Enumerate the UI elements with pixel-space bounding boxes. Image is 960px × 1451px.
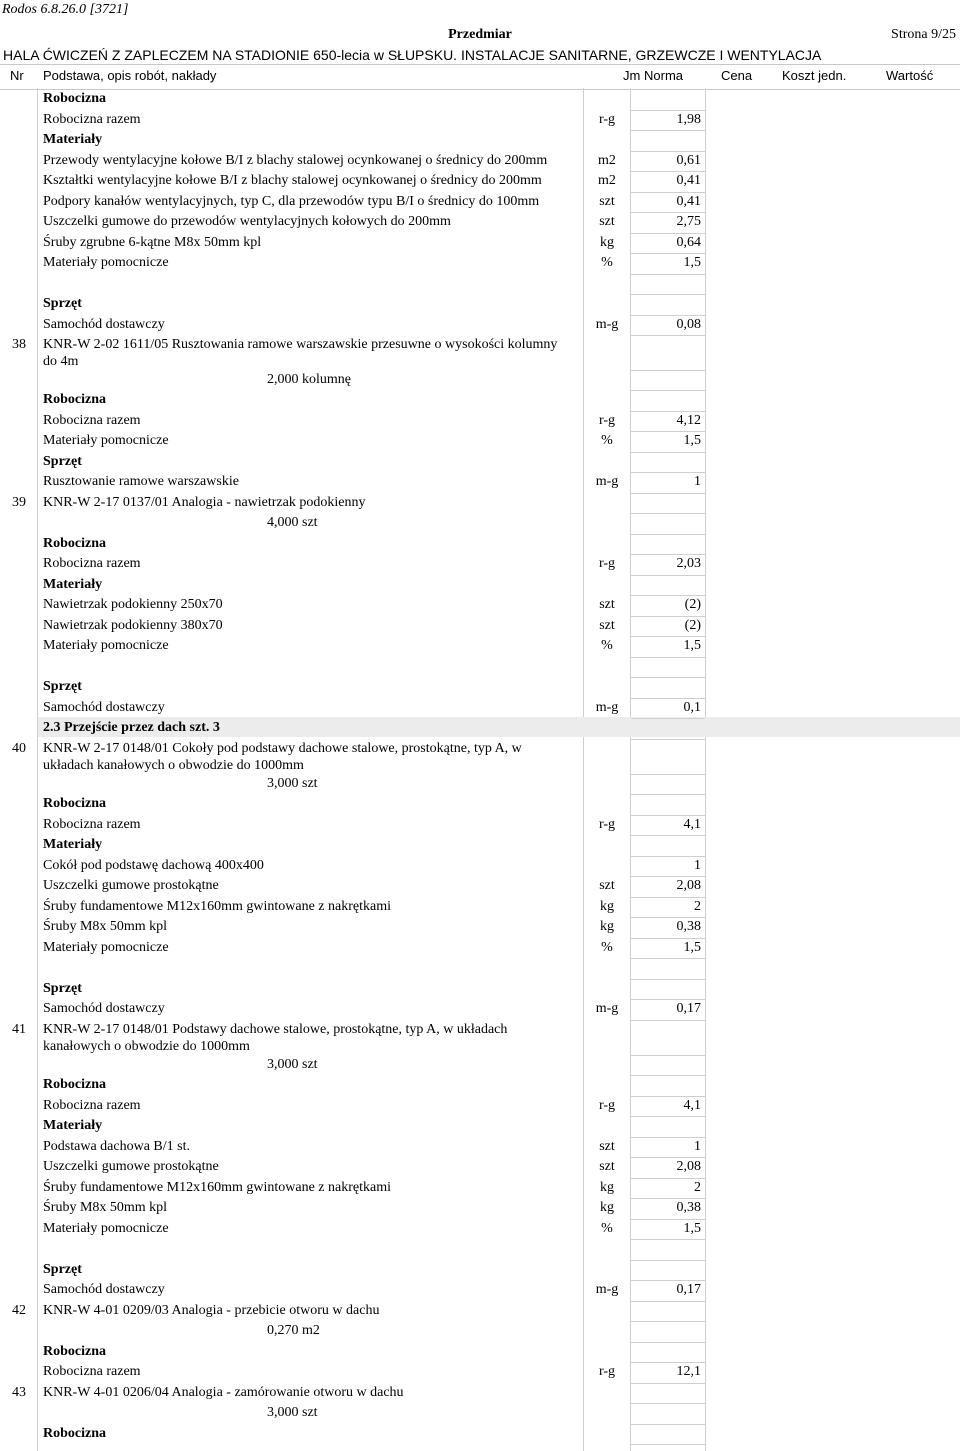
row-divider [631, 657, 705, 658]
row-divider [631, 616, 705, 617]
row-divider [631, 513, 705, 514]
col-header-unit: Jm [623, 68, 641, 83]
item-description: Przewody wentylacyjne kołowe B/I z blachy stalowej ocynkowanej o średnicy do 200mm [43, 153, 548, 168]
resource-group-heading: Robocizna [43, 1077, 106, 1092]
unit-cell: r-g [598, 1364, 616, 1379]
row-divider [631, 1403, 705, 1404]
unit-cell: szt [599, 878, 615, 893]
row-divider [631, 411, 705, 412]
unit-cell: m-g [595, 317, 619, 332]
item-description: Robocizna razem [43, 413, 141, 428]
row-divider [631, 1055, 705, 1056]
project-title: HALA ĆWICZEŃ Z ZAPLECZEM NA STADIONIE 650-lecia w SŁUPSKU. INSTALACJE SANITARNE, GRZEWCZE I WENTYLACJA [3, 47, 822, 63]
row-divider [631, 1424, 705, 1425]
norm-cell: 0,17 [676, 1282, 701, 1297]
norm-cell: 0,41 [676, 194, 701, 209]
row-divider [631, 636, 705, 637]
row-divider [631, 452, 705, 453]
item-description: KNR-W 2-17 0137/01 Analogia - nawietrzak podokienny [43, 495, 366, 510]
col-divider [630, 88, 631, 1451]
item-description: Śruby fundamentowe M12x160mm gwintowane z nakrętkami [43, 899, 391, 914]
row-divider [631, 677, 705, 678]
norm-cell: 0,41 [676, 173, 701, 188]
item-description: Nawietrzak podokienny 380x70 [43, 618, 223, 633]
col-header-desc: Podstawa, opis robót, nakłady [43, 68, 217, 83]
position-number: 42 [12, 1303, 26, 1318]
norm-cell: 1,5 [683, 433, 701, 448]
resource-group-heading: Sprzęt [43, 1262, 82, 1277]
item-description: Śruby M8x 50mm kpl [43, 919, 168, 934]
col-header-nr: Nr [10, 68, 24, 83]
row-divider [631, 1020, 705, 1021]
item-description: Śruby fundamentowe M12x160mm gwintowane z nakrętkami [43, 1180, 391, 1195]
resource-group-heading: Sprzęt [43, 454, 82, 469]
resource-group-heading: Robocizna [43, 1426, 106, 1441]
norm-cell: 0,17 [676, 1001, 701, 1016]
unit-cell: kg [600, 899, 614, 914]
row-divider [631, 315, 705, 316]
norm-cell: 4,1 [683, 817, 701, 832]
position-number: 41 [12, 1022, 26, 1037]
row-divider [631, 979, 705, 980]
col-header-norm: Norma [644, 68, 684, 83]
quantity-line: 4,000 szt [267, 515, 318, 530]
item-description: Materiały pomocnicze [43, 940, 169, 955]
norm-cell: 0,08 [676, 317, 701, 332]
resource-group-heading: Materiały [43, 837, 103, 852]
row-divider [631, 171, 705, 172]
row-divider [631, 554, 705, 555]
row-divider [631, 876, 705, 877]
item-description: Samochód dostawczy [43, 317, 165, 332]
unit-cell: szt [599, 194, 615, 209]
item-description: Robocizna razem [43, 556, 141, 571]
row-divider [631, 493, 705, 494]
row-divider [631, 1198, 705, 1199]
position-number: 38 [12, 337, 26, 352]
row-divider [631, 1260, 705, 1261]
norm-cell: 1 [694, 1139, 701, 1154]
position-number: 39 [12, 495, 26, 510]
norm-cell: 4,12 [676, 413, 701, 428]
norm-cell: 0,38 [676, 919, 701, 934]
unit-cell: szt [599, 214, 615, 229]
row-divider [631, 897, 705, 898]
item-description: KNR-W 2-17 0148/01 Podstawy dachowe stalowe, prostokątne, typ A, w układach [43, 1022, 508, 1037]
row-divider [631, 718, 705, 719]
row-divider [631, 774, 705, 775]
item-description: Samochód dostawczy [43, 1282, 165, 1297]
item-description: Materiały pomocnicze [43, 433, 169, 448]
row-divider [631, 212, 705, 213]
unit-cell: m-g [595, 700, 619, 715]
row-divider [631, 958, 705, 959]
item-description: KNR-W 4-01 0209/03 Analogia - przebicie otworu w dachu [43, 1303, 380, 1318]
norm-cell: 2,75 [676, 214, 701, 229]
unit-cell: r-g [598, 556, 616, 571]
unit-cell: kg [600, 919, 614, 934]
quantity-line: 0,270 m2 [267, 1323, 320, 1338]
item-description: Uszczelki gumowe prostokątne [43, 878, 219, 893]
row-divider [631, 1116, 705, 1117]
resource-group-heading: Robocizna [43, 1344, 106, 1359]
row-divider [631, 917, 705, 918]
row-divider [631, 253, 705, 254]
unit-cell: szt [599, 1139, 615, 1154]
row-divider [631, 431, 705, 432]
unit-cell: kg [600, 1200, 614, 1215]
unit-cell: % [601, 1221, 613, 1236]
norm-cell: 4,1 [683, 1098, 701, 1113]
unit-cell: kg [600, 1180, 614, 1195]
row-divider [631, 1280, 705, 1281]
item-description: Kształtki wentylacyjne kołowe B/I z blachy stalowej ocynkowanej o średnicy do 200mm [43, 173, 542, 188]
norm-cell: 2,08 [676, 1159, 701, 1174]
unit-cell: r-g [598, 1098, 616, 1113]
row-divider [631, 856, 705, 857]
row-divider [631, 1157, 705, 1158]
row-divider [631, 274, 705, 275]
item-description: Uszczelki gumowe prostokątne [43, 1159, 219, 1174]
unit-cell: m-g [595, 1001, 619, 1016]
quantity-line: 3,000 szt [267, 776, 318, 791]
norm-cell: 0,64 [676, 235, 701, 250]
norm-cell: 1 [694, 858, 701, 873]
unit-cell: m-g [595, 474, 619, 489]
row-divider [631, 1444, 705, 1445]
item-description-continued: kanałowych o obwodzie do 1000mm [43, 1039, 250, 1054]
resource-group-heading: Sprzęt [43, 981, 82, 996]
quantity-line: 3,000 szt [267, 1405, 318, 1420]
row-divider [631, 534, 705, 535]
norm-cell: 0,38 [676, 1200, 701, 1215]
col-divider [37, 88, 38, 1451]
item-description: KNR-W 2-17 0148/01 Cokoły pod podstawy dachowe stalowe, prostokątne, typ A, w [43, 741, 522, 756]
item-description: Materiały pomocnicze [43, 255, 169, 270]
unit-cell: szt [599, 597, 615, 612]
row-divider [631, 335, 705, 336]
item-description: Samochód dostawczy [43, 1001, 165, 1016]
resource-group-heading: Sprzęt [43, 679, 82, 694]
norm-cell: 2 [694, 899, 701, 914]
unit-cell: % [601, 940, 613, 955]
quantity-line: 2,000 kolumnę [267, 372, 351, 387]
item-description: Rusztowanie ramowe warszawskie [43, 474, 239, 489]
item-description: Podpory kanałów wentylacyjnych, typ C, dla przewodów typu B/I o średnicy do 100mm [43, 194, 540, 209]
position-number: 43 [12, 1385, 26, 1400]
row-divider [631, 233, 705, 234]
row-divider [631, 192, 705, 193]
unit-cell: r-g [598, 413, 616, 428]
item-description: Nawietrzak podokienny 250x70 [43, 597, 223, 612]
col-header-unit-cost: Koszt jedn. [782, 68, 847, 83]
unit-cell: % [601, 433, 613, 448]
row-divider [631, 739, 705, 740]
row-divider [631, 390, 705, 391]
norm-cell: 1,98 [676, 112, 701, 127]
row-divider [631, 698, 705, 699]
unit-cell: r-g [598, 817, 616, 832]
item-description-continued: układach kanałowych o obwodzie do 1000mm [43, 758, 304, 773]
norm-cell: (2) [684, 597, 701, 612]
row-divider [631, 1362, 705, 1363]
row-divider [631, 1342, 705, 1343]
unit-cell: kg [600, 235, 614, 250]
col-header-price: Cena [721, 68, 753, 83]
row-divider [631, 1137, 705, 1138]
row-divider [631, 1219, 705, 1220]
row-divider [631, 110, 705, 111]
resource-group-heading: Sprzęt [43, 296, 82, 311]
col-divider [583, 88, 584, 1451]
norm-cell: 2 [694, 1180, 701, 1195]
page-number: Strona 9/25 [891, 27, 956, 42]
app-version: Rodos 6.8.26.0 [3721] [2, 2, 129, 17]
row-divider [631, 1301, 705, 1302]
row-divider [631, 938, 705, 939]
norm-cell: 0,1 [683, 700, 701, 715]
row-divider [631, 1075, 705, 1076]
unit-cell: % [601, 638, 613, 653]
resource-group-heading: Robocizna [43, 796, 106, 811]
norm-cell: (2) [684, 618, 701, 633]
row-divider [631, 1096, 705, 1097]
row-divider [631, 999, 705, 1000]
row-divider [631, 472, 705, 473]
unit-cell: m-g [595, 1282, 619, 1297]
resource-group-heading: Materiały [43, 1118, 103, 1133]
norm-cell: 1,5 [683, 255, 701, 270]
row-divider [631, 294, 705, 295]
quantity-line: 3,000 szt [267, 1057, 318, 1072]
item-description: Robocizna razem [43, 1098, 141, 1113]
row-divider [631, 1383, 705, 1384]
norm-cell: 1,5 [683, 940, 701, 955]
norm-cell: 1,5 [683, 638, 701, 653]
item-description: Robocizna razem [43, 817, 141, 832]
unit-cell: szt [599, 618, 615, 633]
row-divider [631, 794, 705, 795]
norm-cell: 1 [694, 474, 701, 489]
item-description: Śruby M8x 50mm kpl [43, 1200, 168, 1215]
norm-cell: 1,5 [683, 1221, 701, 1236]
resource-group-heading: Robocizna [43, 536, 106, 551]
unit-cell: szt [599, 1159, 615, 1174]
item-description: Uszczelki gumowe do przewodów wentylacyjnych kołowych do 200mm [43, 214, 451, 229]
unit-cell: r-g [598, 112, 616, 127]
row-divider [631, 130, 705, 131]
row-divider [631, 595, 705, 596]
item-description: Robocizna razem [43, 1364, 141, 1379]
item-description: Samochód dostawczy [43, 700, 165, 715]
row-divider [631, 1239, 705, 1240]
unit-cell: m2 [598, 153, 616, 168]
norm-cell: 12,1 [676, 1364, 701, 1379]
resource-group-heading: Robocizna [43, 392, 106, 407]
document-title: Przedmiar [448, 27, 512, 42]
item-description: Robocizna razem [43, 112, 141, 127]
resource-group-heading: Materiały [43, 132, 103, 147]
resource-group-heading: Robocizna [43, 91, 106, 106]
item-description: Cokół pod podstawę dachową 400x400 [43, 858, 264, 873]
row-divider [631, 1178, 705, 1179]
row-divider [631, 370, 705, 371]
col-divider [705, 88, 706, 1451]
norm-cell: 2,03 [676, 556, 701, 571]
row-divider [631, 835, 705, 836]
item-description: Śruby zgrubne 6-kątne M8x 50mm kpl [43, 235, 262, 250]
unit-cell: % [601, 255, 613, 270]
item-description: Materiały pomocnicze [43, 1221, 169, 1236]
position-number: 40 [12, 741, 26, 756]
row-divider [631, 151, 705, 152]
item-description-continued: do 4m [43, 354, 79, 369]
unit-cell: m2 [598, 173, 616, 188]
item-description: Podstawa dachowa B/1 st. [43, 1139, 190, 1154]
row-divider [631, 575, 705, 576]
row-divider [631, 1321, 705, 1322]
col-header-value: Wartość [886, 68, 934, 83]
row-divider [631, 815, 705, 816]
item-description: Materiały pomocnicze [43, 638, 169, 653]
resource-group-heading: Materiały [43, 577, 103, 592]
item-description: KNR-W 2-02 1611/05 Rusztowania ramowe warszawskie przesuwne o wysokości kolumny [43, 337, 558, 352]
norm-cell: 0,61 [676, 153, 701, 168]
norm-cell: 2,08 [676, 878, 701, 893]
section-heading: 2.3 Przejście przez dach szt. 3 [43, 720, 220, 735]
item-description: KNR-W 4-01 0206/04 Analogia - zamórowanie otworu w dachu [43, 1385, 404, 1400]
